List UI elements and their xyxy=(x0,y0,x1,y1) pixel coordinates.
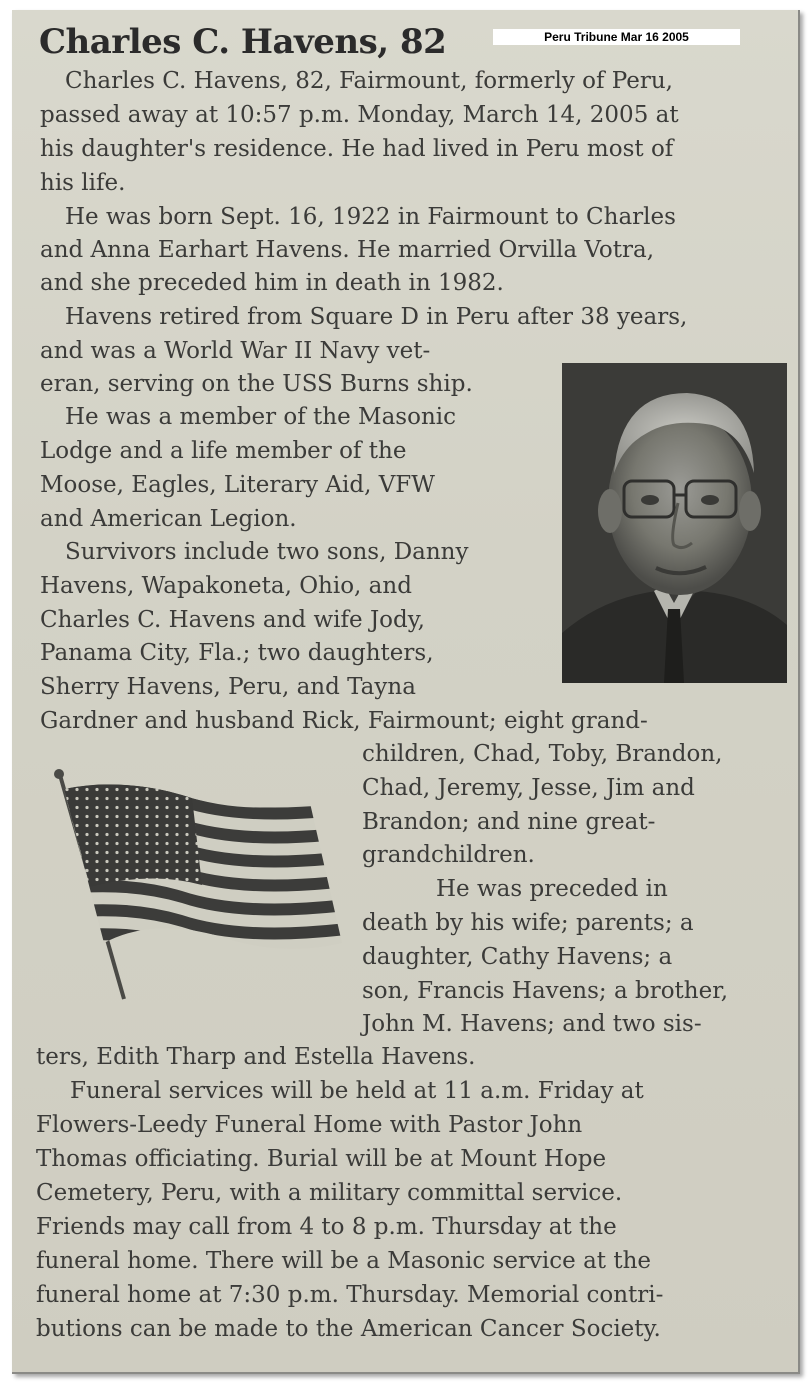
obituary-line: his daughter's residence. He had lived in Peru most of xyxy=(40,136,674,162)
obituary-line: John M. Havens; and two sis- xyxy=(362,1011,702,1037)
obituary-line: Charles C. Havens and wife Jody, xyxy=(40,607,425,633)
newspaper-clipping xyxy=(12,10,800,1374)
obituary-line: He was a member of the Masonic xyxy=(65,404,456,430)
obituary-line: Sherry Havens, Peru, and Tayna xyxy=(40,674,416,700)
obituary-line: Chad, Jeremy, Jesse, Jim and xyxy=(362,775,695,801)
obituary-line: Charles C. Havens, 82, Fairmount, formerly of Peru, xyxy=(65,68,673,94)
obituary-line: He was born Sept. 16, 1922 in Fairmount to Charles xyxy=(65,204,676,230)
portrait-icon xyxy=(562,363,787,683)
obituary-line: funeral home at 7:30 p.m. Thursday. Memorial contri- xyxy=(36,1282,664,1308)
obituary-line: and was a World War II Navy vet- xyxy=(40,338,431,364)
obituary-line: Panama City, Fla.; two daughters, xyxy=(40,640,434,666)
obituary-line: children, Chad, Toby, Brandon, xyxy=(362,741,723,767)
obituary-line: Gardner and husband Rick, Fairmount; eight grand- xyxy=(40,708,648,734)
obituary-line: Friends may call from 4 to 8 p.m. Thursday at the xyxy=(36,1214,617,1240)
obituary-line: passed away at 10:57 p.m. Monday, March 14, 2005 at xyxy=(40,102,679,128)
obituary-line: Havens, Wapakoneta, Ohio, and xyxy=(40,573,412,599)
obituary-line: He was preceded in xyxy=(436,876,668,902)
obituary-line: and Anna Earhart Havens. He married Orvilla Votra, xyxy=(40,237,655,263)
obituary-line: daughter, Cathy Havens; a xyxy=(362,944,673,970)
obituary-line: his life. xyxy=(40,170,126,196)
obituary-line: ters, Edith Tharp and Estella Havens. xyxy=(36,1044,476,1070)
obituary-line: Lodge and a life member of the xyxy=(40,438,407,464)
obituary-line: Cemetery, Peru, with a military committal service. xyxy=(36,1180,623,1206)
obituary-line: and American Legion. xyxy=(40,506,297,532)
obituary-line: Brandon; and nine great- xyxy=(362,809,656,835)
obituary-line: Funeral services will be held at 11 a.m. Friday at xyxy=(70,1078,644,1104)
obituary-headline: Charles C. Havens, 82 xyxy=(39,22,447,62)
obituary-line: son, Francis Havens; a brother, xyxy=(362,978,729,1004)
portrait-photo xyxy=(562,363,787,683)
american-flag-icon xyxy=(42,767,347,1007)
obituary-line: Moose, Eagles, Literary Aid, VFW xyxy=(40,472,435,498)
obituary-line: and she preceded him in death in 1982. xyxy=(40,270,504,296)
obituary-line: grandchildren. xyxy=(362,842,535,868)
obituary-line: funeral home. There will be a Masonic service at the xyxy=(36,1248,652,1274)
obituary-line: butions can be made to the American Cancer Society. xyxy=(36,1316,661,1342)
obituary-line: Thomas officiating. Burial will be at Mount Hope xyxy=(36,1146,607,1172)
obituary-line: Survivors include two sons, Danny xyxy=(65,539,469,565)
obituary-line: death by his wife; parents; a xyxy=(362,910,694,936)
obituary-line: Flowers-Leedy Funeral Home with Pastor John xyxy=(36,1112,583,1138)
obituary-line: eran, serving on the USS Burns ship. xyxy=(40,371,473,397)
source-label: Peru Tribune Mar 16 2005 xyxy=(493,29,740,45)
obituary-line: Havens retired from Square D in Peru after 38 years, xyxy=(65,304,688,330)
